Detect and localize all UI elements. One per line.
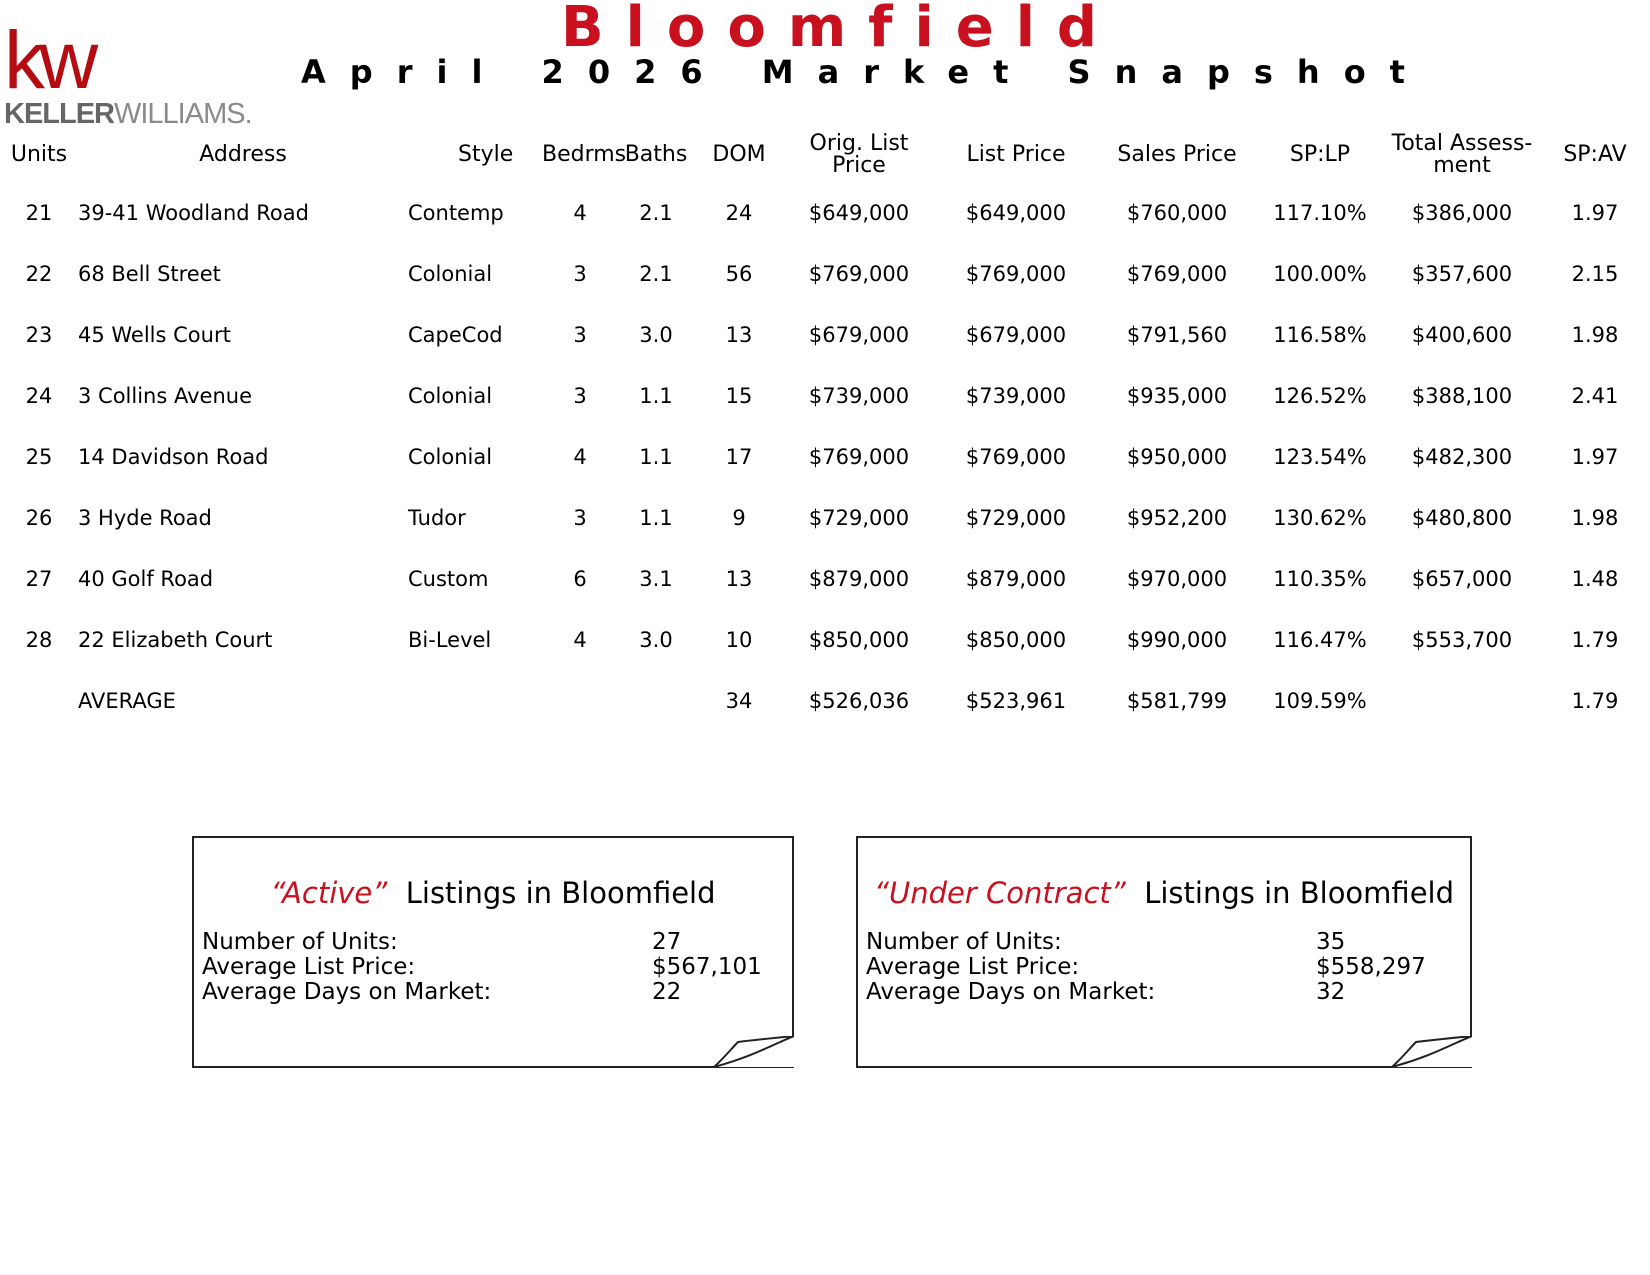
contract-price-value: $558,297 xyxy=(1316,954,1426,980)
table-header-row xyxy=(0,128,1650,182)
cell-sales-price: $935,000 xyxy=(1126,383,1228,408)
cell-dom: 13 xyxy=(725,322,753,347)
cell-bedrms: 3 xyxy=(573,383,587,408)
active-price-row xyxy=(202,955,784,980)
col-header-orig-list-line1: Orig. List xyxy=(809,131,909,156)
contract-dom-row xyxy=(866,980,1462,1005)
cell-sp-lp: 117.10% xyxy=(1273,200,1367,225)
contract-card-stats xyxy=(866,930,1462,1005)
cell-baths: 3.0 xyxy=(639,627,673,652)
cell-address: 22 Elizabeth Court xyxy=(78,627,273,652)
cell-style: Contemp xyxy=(408,200,504,225)
page-subtitle: April 2026 Market Snapshot xyxy=(301,53,1429,91)
cell-style: Custom xyxy=(408,566,489,591)
col-header-bedrms: Bedrms xyxy=(542,142,627,167)
contract-units-label: Number of Units: xyxy=(866,929,1062,955)
average-row xyxy=(0,670,1650,731)
table-row xyxy=(0,548,1650,609)
contract-units-row xyxy=(866,930,1462,955)
cell-sales-price: $760,000 xyxy=(1126,200,1228,225)
average-sales-price: $581,799 xyxy=(1126,688,1228,713)
table-row xyxy=(0,304,1650,365)
logo-name-light: WILLIAMS xyxy=(114,98,245,130)
cell-style: Colonial xyxy=(408,444,493,469)
cell-address: 68 Bell Street xyxy=(78,261,221,286)
cell-style: CapeCod xyxy=(408,322,503,347)
table-row xyxy=(0,243,1650,304)
col-header-dom: DOM xyxy=(712,142,766,167)
col-header-style: Style xyxy=(458,142,514,167)
cell-orig-list: $850,000 xyxy=(808,627,910,652)
cell-unit: 22 xyxy=(25,261,53,286)
cell-list-price: $729,000 xyxy=(965,505,1067,530)
contract-dom-value: 32 xyxy=(1316,979,1346,1005)
cell-bedrms: 4 xyxy=(573,200,587,225)
cell-list-price: $850,000 xyxy=(965,627,1067,652)
cell-style: Colonial xyxy=(408,261,493,286)
col-header-units: Units xyxy=(10,142,68,167)
cell-sales-price: $769,000 xyxy=(1126,261,1228,286)
cell-sp-lp: 100.00% xyxy=(1273,261,1367,286)
cell-list-price: $769,000 xyxy=(965,444,1067,469)
cell-bedrms: 4 xyxy=(573,627,587,652)
cell-unit: 26 xyxy=(25,505,53,530)
cell-sp-av: 2.15 xyxy=(1571,261,1619,286)
cell-sales-price: $950,000 xyxy=(1126,444,1228,469)
active-card-stats xyxy=(202,930,784,1005)
page-curl-icon xyxy=(714,1036,794,1068)
cell-style: Bi-Level xyxy=(408,627,492,652)
cell-address: 3 Collins Avenue xyxy=(78,383,252,408)
cell-style: Tudor xyxy=(408,505,466,530)
cell-dom: 56 xyxy=(725,261,753,286)
active-units-label: Number of Units: xyxy=(202,929,398,955)
cell-orig-list: $679,000 xyxy=(808,322,910,347)
average-sp-lp: 109.59% xyxy=(1273,688,1367,713)
average-dom: 34 xyxy=(725,688,753,713)
active-dom-label: Average Days on Market: xyxy=(202,979,492,1005)
cell-unit: 27 xyxy=(25,566,53,591)
cell-dom: 9 xyxy=(732,505,746,530)
cell-bedrms: 6 xyxy=(573,566,587,591)
cell-sp-av: 1.79 xyxy=(1571,627,1619,652)
active-card-title-text: Listings in Bloomfield xyxy=(405,876,716,910)
cell-baths: 1.1 xyxy=(639,505,673,530)
cell-orig-list: $649,000 xyxy=(808,200,910,225)
cell-sp-lp: 116.58% xyxy=(1273,322,1367,347)
active-units-row xyxy=(202,930,784,955)
cell-bedrms-empty xyxy=(542,670,618,731)
active-card-title xyxy=(194,876,792,910)
table-row xyxy=(0,182,1650,243)
active-price-value: $567,101 xyxy=(652,954,762,980)
contract-price-label: Average List Price: xyxy=(866,954,1080,980)
col-header-address: Address xyxy=(199,142,287,167)
contract-price-row xyxy=(866,955,1462,980)
sales-table xyxy=(0,128,1650,731)
cell-list-price: $739,000 xyxy=(965,383,1067,408)
average-label: AVERAGE xyxy=(78,688,176,713)
cell-sp-lp: 123.54% xyxy=(1273,444,1367,469)
cell-assessment-empty xyxy=(1384,670,1540,731)
cell-list-price: $879,000 xyxy=(965,566,1067,591)
cell-unit: 28 xyxy=(25,627,53,652)
active-units-value: 27 xyxy=(652,929,682,955)
contract-dom-label: Average Days on Market: xyxy=(866,979,1156,1005)
col-header-sp-lp: SP:LP xyxy=(1289,142,1351,167)
cell-baths: 2.1 xyxy=(639,261,673,286)
cell-sp-lp: 126.52% xyxy=(1273,383,1367,408)
cell-style-empty xyxy=(408,670,542,731)
cell-orig-list: $729,000 xyxy=(808,505,910,530)
cell-assessment: $357,600 xyxy=(1411,261,1513,286)
cell-sales-price: $990,000 xyxy=(1126,627,1228,652)
cell-dom: 13 xyxy=(725,566,753,591)
table-row xyxy=(0,609,1650,670)
average-list-price: $523,961 xyxy=(965,688,1067,713)
cell-assessment: $400,600 xyxy=(1411,322,1513,347)
logo-mark: kw xyxy=(4,15,93,106)
cell-list-price: $649,000 xyxy=(965,200,1067,225)
cell-unit: 23 xyxy=(25,322,53,347)
cell-sp-av: 1.98 xyxy=(1571,322,1619,347)
col-header-assessment-line2: ment xyxy=(1433,153,1491,178)
col-header-baths: Baths xyxy=(624,142,688,167)
logo-registered: . xyxy=(244,98,252,130)
cell-unit: 24 xyxy=(25,383,53,408)
table-row xyxy=(0,426,1650,487)
cell-address: 3 Hyde Road xyxy=(78,505,212,530)
cell-dom: 10 xyxy=(725,627,753,652)
cell-address: 14 Davidson Road xyxy=(78,444,269,469)
col-header-assessment xyxy=(1384,128,1540,182)
table-row xyxy=(0,365,1650,426)
cell-bedrms: 3 xyxy=(573,505,587,530)
cell-list-price: $679,000 xyxy=(965,322,1067,347)
col-header-orig-list-line2: Price xyxy=(832,153,886,178)
logo-name-bold: KELLER xyxy=(4,98,114,130)
contract-card-title xyxy=(858,876,1470,910)
average-sp-av: 1.79 xyxy=(1571,688,1619,713)
cell-address: 40 Golf Road xyxy=(78,566,214,591)
active-card-highlight: “Active” xyxy=(270,876,388,910)
col-header-sp-av: SP:AV xyxy=(1563,142,1627,167)
cell-assessment: $657,000 xyxy=(1411,566,1513,591)
cell-address: 39-41 Woodland Road xyxy=(78,200,309,225)
cell-sales-price: $791,560 xyxy=(1126,322,1228,347)
cell-sp-lp: 116.47% xyxy=(1273,627,1367,652)
cell-address: 45 Wells Court xyxy=(78,322,231,347)
active-dom-row xyxy=(202,980,784,1005)
contract-units-value: 35 xyxy=(1316,929,1346,955)
cell-assessment: $553,700 xyxy=(1411,627,1513,652)
cell-assessment: $482,300 xyxy=(1411,444,1513,469)
col-header-orig-list xyxy=(784,128,934,182)
cell-sales-price: $952,200 xyxy=(1126,505,1228,530)
cell-dom: 24 xyxy=(725,200,753,225)
cell-unit-empty xyxy=(0,670,78,731)
col-header-sales-price: Sales Price xyxy=(1117,142,1237,167)
cell-baths: 1.1 xyxy=(639,383,673,408)
cell-orig-list: $879,000 xyxy=(808,566,910,591)
cell-list-price: $769,000 xyxy=(965,261,1067,286)
cell-orig-list: $769,000 xyxy=(808,261,910,286)
contract-card-highlight: “Under Contract” xyxy=(873,876,1126,910)
cell-sales-price: $970,000 xyxy=(1126,566,1228,591)
cell-sp-av: 1.97 xyxy=(1571,444,1619,469)
cell-bedrms: 4 xyxy=(573,444,587,469)
logo-wordmark xyxy=(4,98,252,130)
cell-baths-empty xyxy=(618,670,694,731)
col-header-assessment-line1: Total Assess- xyxy=(1391,131,1533,156)
active-price-label: Average List Price: xyxy=(202,954,416,980)
page-title: Bloomfield xyxy=(561,0,1119,60)
table-row xyxy=(0,487,1650,548)
cell-style: Colonial xyxy=(408,383,493,408)
page-curl-icon xyxy=(1392,1036,1472,1068)
cell-orig-list: $769,000 xyxy=(808,444,910,469)
under-contract-card xyxy=(856,836,1472,1068)
cell-unit: 21 xyxy=(25,200,53,225)
cell-assessment: $388,100 xyxy=(1411,383,1513,408)
cell-baths: 1.1 xyxy=(639,444,673,469)
cell-sp-av: 2.41 xyxy=(1571,383,1619,408)
cell-baths: 3.0 xyxy=(639,322,673,347)
cell-sp-av: 1.48 xyxy=(1571,566,1619,591)
cell-dom: 15 xyxy=(725,383,753,408)
cell-sp-av: 1.97 xyxy=(1571,200,1619,225)
cell-assessment: $480,800 xyxy=(1411,505,1513,530)
cell-unit: 25 xyxy=(25,444,53,469)
cell-baths: 2.1 xyxy=(639,200,673,225)
cell-dom: 17 xyxy=(725,444,753,469)
col-header-list-price: List Price xyxy=(966,142,1066,167)
cell-sp-av: 1.98 xyxy=(1571,505,1619,530)
average-orig-list: $526,036 xyxy=(808,688,910,713)
cell-assessment: $386,000 xyxy=(1411,200,1513,225)
cell-bedrms: 3 xyxy=(573,322,587,347)
cell-sp-lp: 110.35% xyxy=(1273,566,1367,591)
cell-baths: 3.1 xyxy=(639,566,673,591)
active-listings-card xyxy=(192,836,794,1068)
cell-orig-list: $739,000 xyxy=(808,383,910,408)
active-dom-value: 22 xyxy=(652,979,682,1005)
contract-card-title-text: Listings in Bloomfield xyxy=(1144,876,1455,910)
cell-bedrms: 3 xyxy=(573,261,587,286)
cell-sp-lp: 130.62% xyxy=(1273,505,1367,530)
